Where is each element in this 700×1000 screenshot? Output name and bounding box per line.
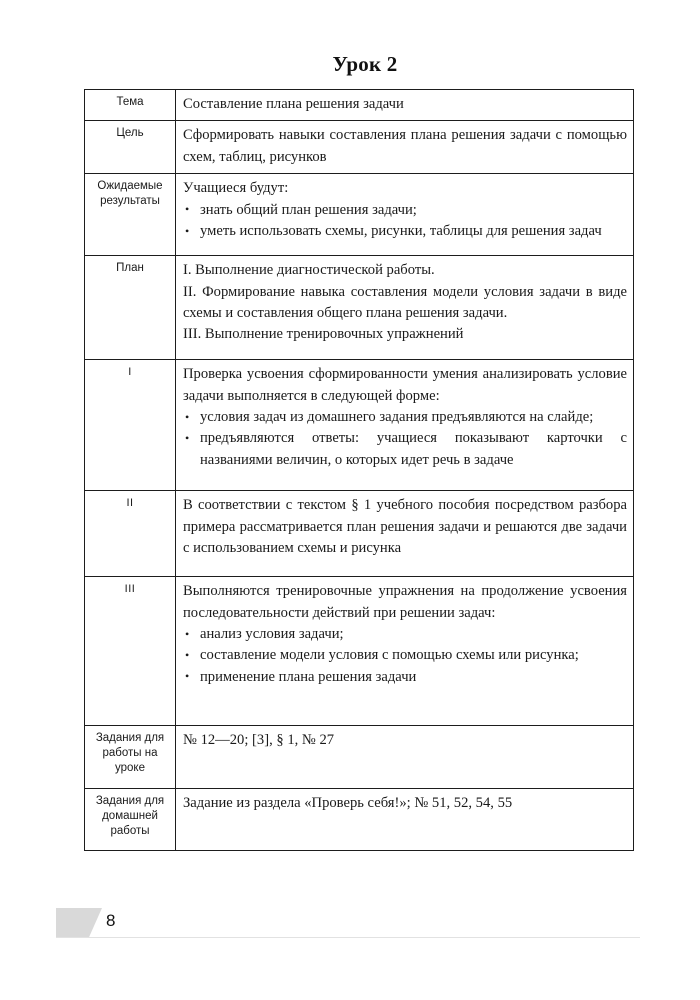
list-item: • условия задач из домашнего задания предъявляются на слайде; [183,407,627,428]
table-row [85,121,634,174]
row-content-expected-results [176,174,634,256]
list-item: • анализ условия задачи; [183,624,627,645]
row-content-classwork [176,726,634,789]
row-content-plan [176,256,634,360]
row-content-stage-2 [176,491,634,577]
bullet-list [183,200,627,243]
table-row [85,174,634,256]
row-label-homework: Задания для домашней работы [85,789,176,851]
footer-tab-decoration [56,908,102,937]
list-item: • предъявляются ответы: учащиеся показывают карточки с названиями величин, о которых идет речь в задаче [183,428,627,471]
row-label-stage-1: I [85,360,176,491]
paragraph: II. Формирование навыка составления модели условия задачи в виде схемы и составления общего плана решения задачи. [183,283,627,322]
row-label-stage-2: II [85,491,176,577]
row-content-stage-1 [176,360,634,491]
paragraph: I. Выполнение диагностической работы. [183,262,435,279]
intro-line: Учащиеся будут: [183,180,289,197]
table-row [85,789,634,851]
list-item: • применение плана решения задачи [183,667,627,688]
lesson-plan-table [84,89,634,851]
bullet-list [183,407,627,471]
row-content-tema [176,90,634,121]
table-row [85,577,634,726]
row-content-cel [176,121,634,174]
paragraph: Составление плана решения задачи [183,96,404,112]
row-label-tema: Тема [85,90,176,121]
row-label-classwork: Задания для работы на уроке [85,726,176,789]
row-content-homework [176,789,634,851]
table-row [85,360,634,491]
footer-divider [56,937,640,938]
row-label-expected-results: Ожидаемые результаты [85,174,176,256]
table-row [85,90,634,121]
table-row [85,256,634,360]
row-label-stage-3: III [85,577,176,726]
row-content-stage-3 [176,577,634,726]
intro-line: Проверка усвоения сформированности умения анализировать условие задачи выполняется в следующей форме: [183,366,627,404]
table-row [85,491,634,577]
bullet-list [183,624,627,688]
paragraph: Задание из раздела «Проверь себя!»; № 51, 52, 54, 55 [183,795,513,812]
page-footer [0,906,700,940]
list-item: • уметь использовать схемы, рисунки, таблицы для решения задач [183,221,627,242]
list-item: • составление модели условия с помощью схемы или рисунка; [183,645,627,666]
row-label-plan: План [85,256,176,360]
row-label-cel: Цель [85,121,176,174]
intro-line: Выполняются тренировочные упражнения на продолжение усвоения последовательности действий при решении задач: [183,583,627,621]
list-item: • знать общий план решения задачи; [183,200,627,221]
paragraph: III. Выполнение тренировочных упражнений [183,326,464,343]
page-title-text: Урок 2 [332,52,398,76]
paragraph: Сформировать навыки составления плана решения задачи с помощью схем, таблиц, рисунков [183,127,627,165]
table-row [85,726,634,789]
paragraph: № 12—20; [3], § 1, № 27 [183,732,335,749]
page-title [0,52,700,77]
paragraph: В соответствии с текстом § 1 учебного пособия посредством разбора примера рассматривается план решения задачи и решаются две задачи с использованием схемы и рисунка [183,497,627,557]
page-number: 8 [106,911,116,930]
